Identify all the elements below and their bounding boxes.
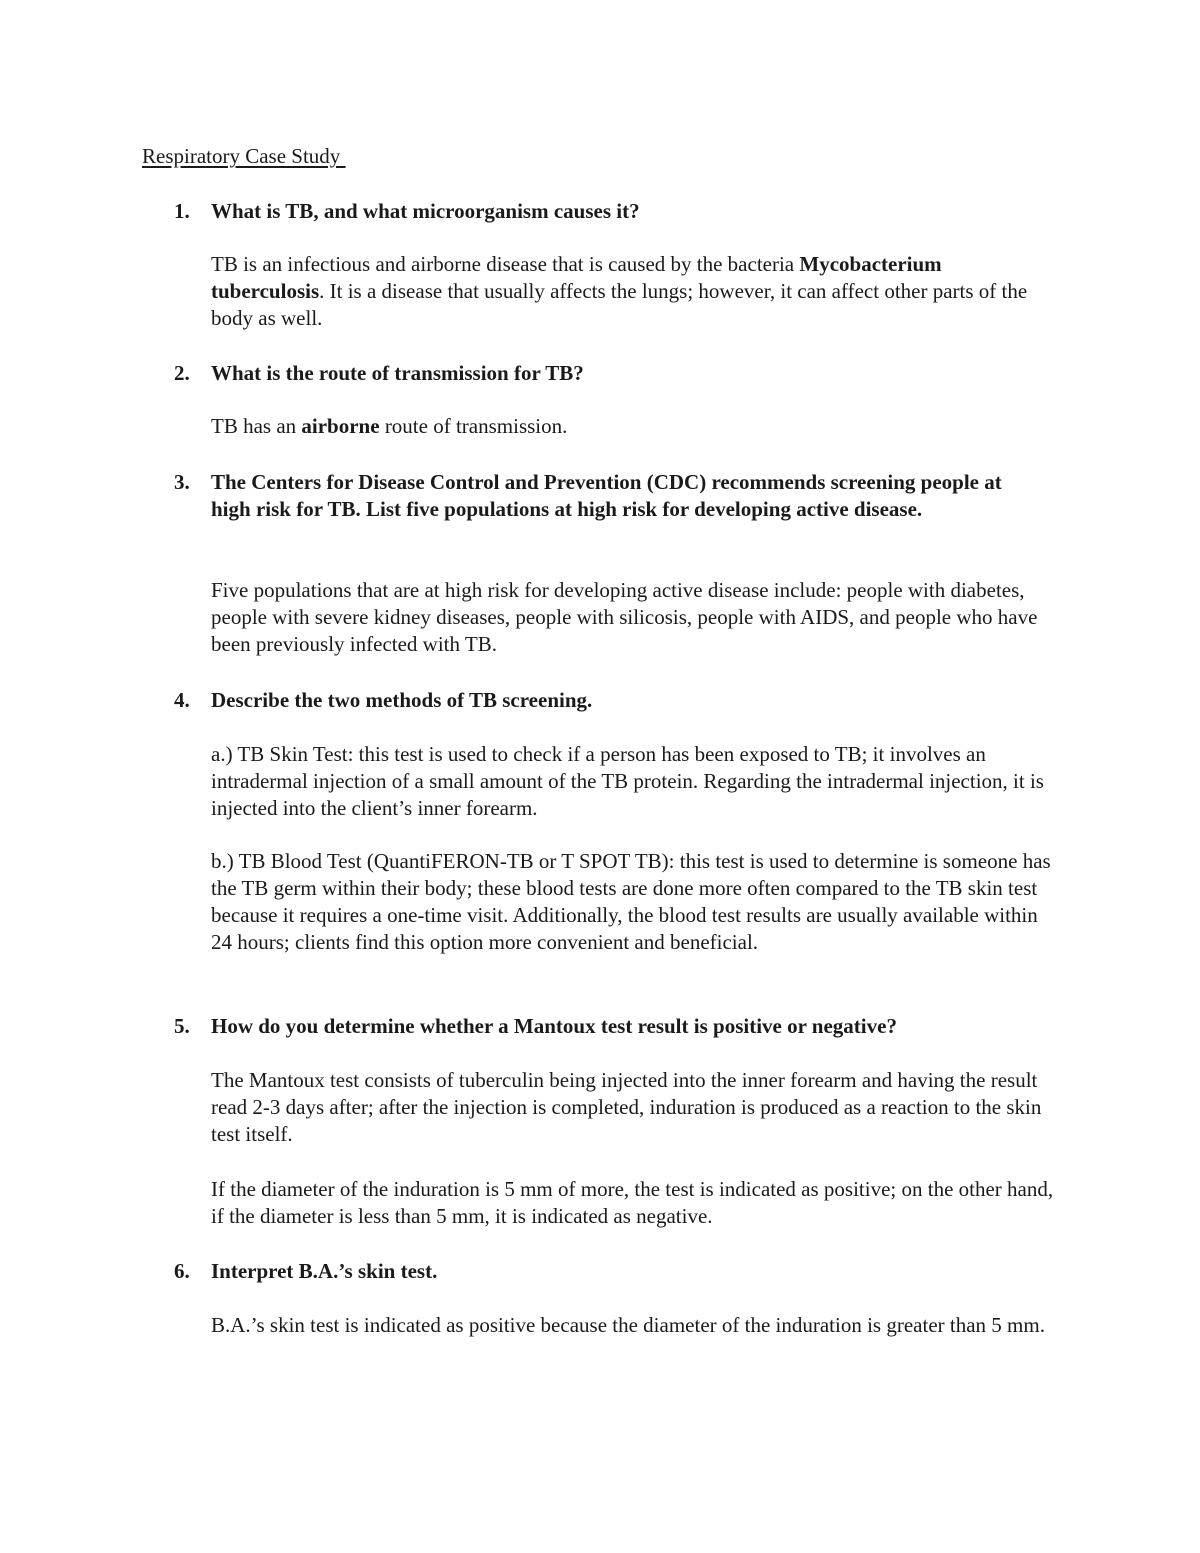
- question-text: Describe the two methods of TB screening.: [211, 688, 593, 712]
- answer-text: TB has an: [211, 414, 302, 438]
- question-text: How do you determine whether a Mantoux test result is positive or negative?: [211, 1014, 897, 1038]
- question-3: [174, 469, 1044, 523]
- answer-2: [211, 413, 1056, 440]
- question-2: [174, 360, 1044, 387]
- question-1: [174, 198, 1044, 225]
- answer-text: a.) TB Skin Test: this test is used to check if a person has been exposed to TB; it involves an intradermal injection of a small amount of the TB protein. Regarding the intradermal injection, it is injected into the client’s inner forearm.: [211, 742, 1044, 820]
- question-number: 6.: [174, 1259, 190, 1283]
- question-number: 1.: [174, 199, 190, 223]
- answer-3: [211, 577, 1056, 658]
- answer-bold-term: Mycobacterium tuberculosis: [211, 252, 942, 303]
- answer-5a: [211, 1067, 1056, 1148]
- question-number: 3.: [174, 470, 190, 494]
- answer-text: . It is a disease that usually affects the lungs; however, it can affect other parts of the body as well.: [211, 279, 1028, 330]
- answer-text: route of transmission.: [379, 414, 568, 438]
- answer-4a: [211, 741, 1056, 822]
- question-text: Interpret B.A.’s skin test.: [211, 1259, 438, 1283]
- question-number: 5.: [174, 1014, 190, 1038]
- answer-5b: [211, 1176, 1056, 1230]
- answer-1: [211, 251, 1056, 332]
- question-4: [174, 687, 1044, 714]
- question-5: [174, 1013, 1044, 1040]
- document-title: Respiratory Case Study: [142, 144, 346, 168]
- answer-text: b.) TB Blood Test (QuantiFERON-TB or T SPOT TB): this test is used to determine is someone has the TB germ within their body; these blood tests are done more often compared to the TB skin test because it requires a one-time visit. Additionally, the blood test results are usually available within 24 hours; clients find this option more convenient and beneficial.: [211, 849, 1051, 954]
- answer-text: TB is an infectious and airborne disease that is caused by the bacteria: [211, 252, 800, 276]
- question-number: 4.: [174, 688, 190, 712]
- question-text: The Centers for Disease Control and Prevention (CDC) recommends screening people at high risk for TB. List five populations at high risk for developing active disease.: [211, 470, 1002, 521]
- answer-text: Five populations that are at high risk for developing active disease include: people with diabetes, people with severe kidney diseases, people with silicosis, people with AIDS, and people who have been previously infected with TB.: [211, 578, 1038, 656]
- answer-bold-term: airborne: [301, 414, 380, 438]
- question-6: [174, 1258, 1044, 1285]
- question-text: What is the route of transmission for TB?: [211, 361, 584, 385]
- question-number: 2.: [174, 361, 190, 385]
- answer-text: The Mantoux test consists of tuberculin being injected into the inner forearm and having the result read 2-3 days after; after the injection is completed, induration is produced as a reaction to the skin test itself.: [211, 1068, 1042, 1146]
- answer-4b: [211, 848, 1056, 956]
- answer-text: If the diameter of the induration is 5 mm of more, the test is indicated as positive; on the other hand, if the diameter is less than 5 mm, it is indicated as negative.: [211, 1177, 1054, 1228]
- question-text: What is TB, and what microorganism causes it?: [211, 199, 640, 223]
- answer-6: [211, 1312, 1056, 1339]
- answer-text: B.A.’s skin test is indicated as positive because the diameter of the induration is greater than 5 mm.: [211, 1313, 1045, 1337]
